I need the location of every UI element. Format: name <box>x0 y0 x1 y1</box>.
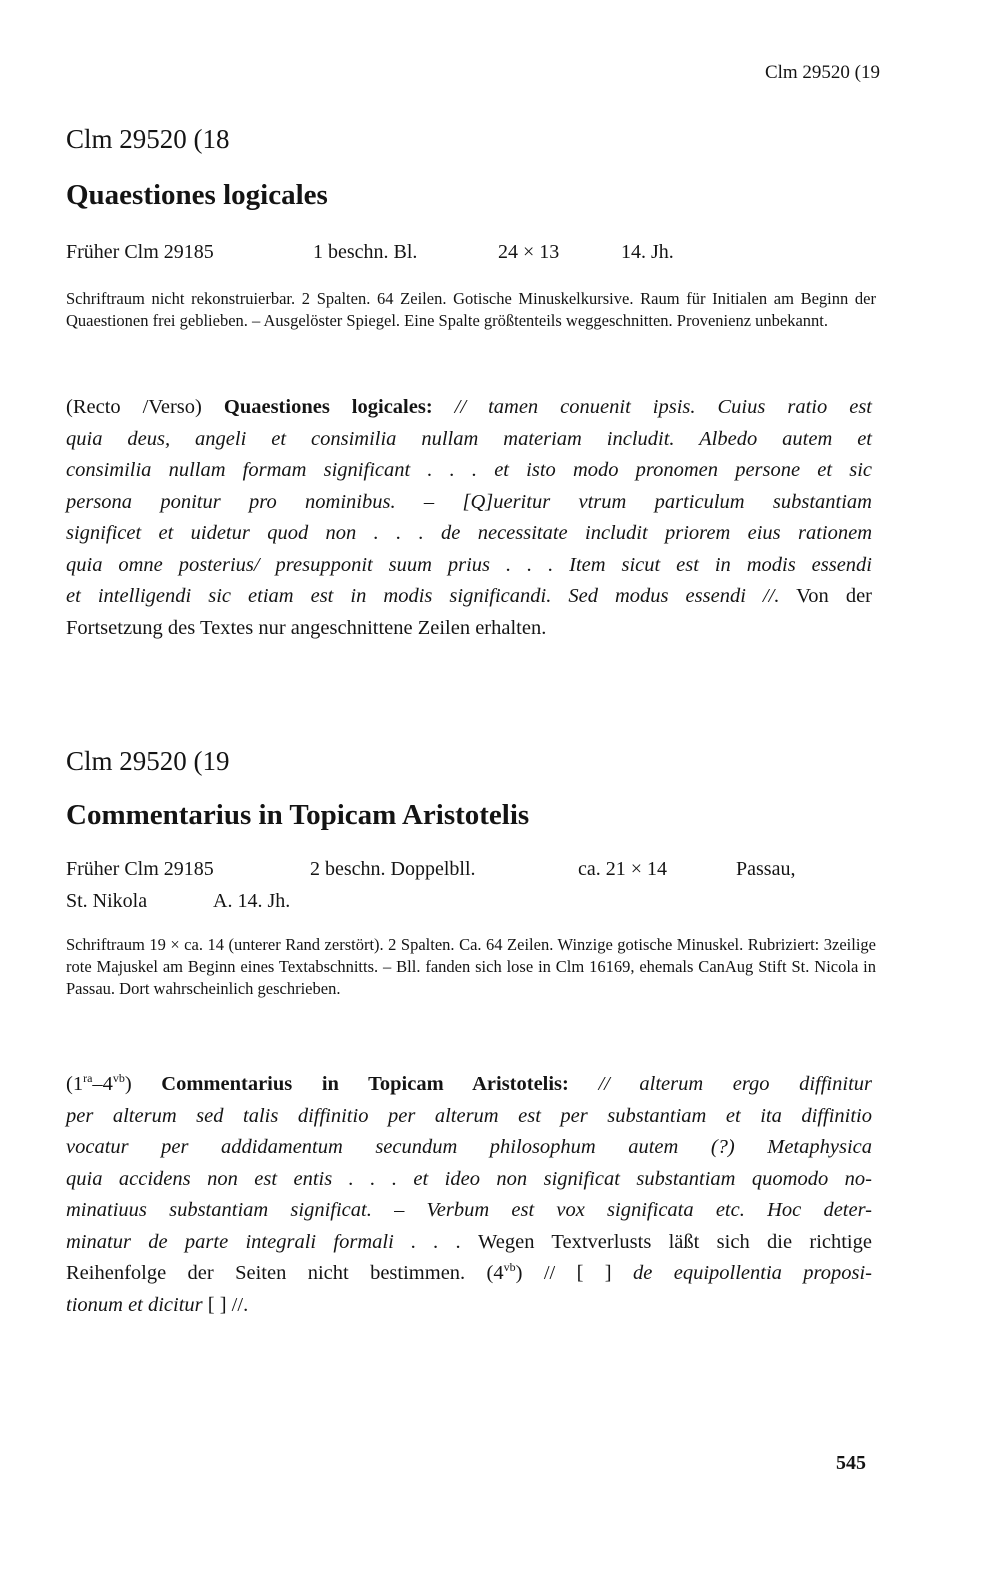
page-number: 545 <box>836 1452 866 1474</box>
entry-2-text: de equipollentia proposi- <box>633 1262 872 1284</box>
entry-1-line <box>66 487 872 519</box>
entry-1-text: consimilia nullam formam significant . . . et isto modo pronomen persone et sic <box>66 459 872 481</box>
entry-2-content <box>66 1069 872 1321</box>
entry-2-note: [ ] //. <box>207 1293 249 1316</box>
entry-2-locus: 1 <box>72 1073 84 1095</box>
entry-2-place-cont: St. Nikola <box>66 890 148 912</box>
entry-1-note: Von der <box>796 585 872 607</box>
entry-2-line <box>66 1195 872 1227</box>
entry-2-line <box>66 1258 872 1290</box>
entry-2-size: ca. 21 × 14 <box>578 858 668 880</box>
entry-2-incipit: // alterum ergo diffinitur <box>598 1073 872 1095</box>
entry-2-text: per alterum sed talis diffinitio per alterum est per substantiam et ita diffinitio <box>66 1104 872 1127</box>
entry-2-signature: Clm 29520 (19 <box>66 746 230 776</box>
entry-2-note: Reihenfolge der Seiten nicht bestimmen. (4 <box>66 1262 504 1284</box>
entry-1-locus: (Recto /Verso) <box>66 396 202 418</box>
entry-1-size: 24 × 13 <box>498 241 560 263</box>
entry-1-text: quia deus, angeli et consimilia nullam materiam includit. Albedo autem et <box>66 427 872 450</box>
entry-2-extent: 2 beschn. Doppelbll. <box>310 858 476 880</box>
entry-2-locus: –4 <box>92 1073 113 1095</box>
entry-1-work-title: Quaestiones logicales: <box>223 396 433 418</box>
entry-2-note: ) // [ ] <box>515 1262 612 1284</box>
entry-2-locus-sup: vb <box>503 1260 516 1274</box>
entry-1-extent: 1 beschn. Bl. <box>313 241 418 263</box>
entry-1-explicit: et intelligendi sic etiam est in modis significandi. Sed modus essendi //. <box>66 585 780 607</box>
entry-2-description: Schriftraum 19 × ca. 14 (unterer Rand zerstört). 2 Spalten. Ca. 64 Zeilen. Winzige gotische Minuskel. Rubriziert: 3zeilige rote Majuskel am Beginn eines Textabschnitts. – Bll. fanden sich lose in Clm 16169, ehemals CanAug Stift St. Nicola in Passau. Dort wahrscheinlich geschrieben. <box>66 935 876 998</box>
entry-2-note: Wegen Textverlusts läßt sich die richtige <box>478 1230 872 1253</box>
entry-2-locus-sup: vb <box>112 1071 125 1085</box>
entry-1-description: Schriftraum nicht rekonstruierbar. 2 Spalten. 64 Zeilen. Gotische Minuskelkursive. Raum für Initialen am Beginn der Quaestionen frei geblieben. – Ausgelöster Spiegel. Eine Spalte größtenteils weggeschnitten. Provenienz unbekannt. <box>66 289 876 330</box>
entry-1-text: significet et uidetur quod non . . . de necessitate includit priorem eius rationem <box>66 522 872 544</box>
entry-1-line <box>66 518 872 550</box>
entry-1-text: persona ponitur pro nominibus. – [Q]ueritur vtrum particulum substantiam <box>66 490 872 513</box>
entry-2-text: vocatur per addidamentum secundum philosophum autem (?) Metaphysica <box>66 1136 872 1158</box>
entry-1-line <box>66 613 872 645</box>
entry-2-line <box>66 1290 872 1322</box>
entry-1-note: Fortsetzung des Textes nur angeschnittene Zeilen erhalten. <box>66 616 547 639</box>
entry-2-locus-sup: ra <box>83 1071 93 1085</box>
entry-1-title: Quaestiones logicales <box>66 179 328 211</box>
entry-2-former-shelfmark: Früher Clm 29185 <box>66 858 214 880</box>
entry-1-line <box>66 424 872 456</box>
entry-1-date: 14. Jh. <box>621 241 674 263</box>
entry-2-line: $(1^{ra}-4^{vb})$ Commentarius in Topicam Aristotelis: // alterum ergo diffinitur <box>66 1071 872 1095</box>
entry-1-incipit: // tamen conuenit ipsis. Cuius ratio est <box>454 396 873 418</box>
entry-2-line <box>66 1132 872 1164</box>
entry-2-line <box>66 1164 872 1196</box>
entry-2-line <box>66 1101 872 1133</box>
entry-1-content <box>66 392 872 644</box>
entry-2-line <box>66 1227 872 1259</box>
entry-2-date: A. 14. Jh. <box>213 890 291 912</box>
running-head: Clm 29520 (19 <box>764 62 880 83</box>
entry-1-line <box>66 581 872 613</box>
entry-2-place: Passau, <box>736 858 796 880</box>
entry-1-line <box>66 550 872 582</box>
entry-1-line <box>66 455 872 487</box>
entry-1-line <box>66 392 872 424</box>
entry-1-signature: Clm 29520 (18 <box>66 124 230 154</box>
entry-2-title: Commentarius in Topicam Aristotelis <box>66 799 530 831</box>
entry-2-explicit: tionum et dicitur <box>66 1293 203 1316</box>
entry-1-former-shelfmark: Früher Clm 29185 <box>66 241 214 263</box>
entry-2-text: quia accidens non est entis . . . et ideo non significat substantiam quomodo no- <box>66 1167 872 1190</box>
entry-2-text: minatur de parte integrali formali . . . <box>66 1230 462 1253</box>
entry-2-text: minatiuus substantiam significat. – Verbum est vox significata etc. Hoc deter- <box>66 1199 872 1221</box>
entry-1-text: quia omne posterius/ presupponit suum prius . . . Item sicut est in modis essendi <box>66 553 872 576</box>
entry-2-work-title: Commentarius in Topicam Aristotelis: <box>161 1073 569 1095</box>
